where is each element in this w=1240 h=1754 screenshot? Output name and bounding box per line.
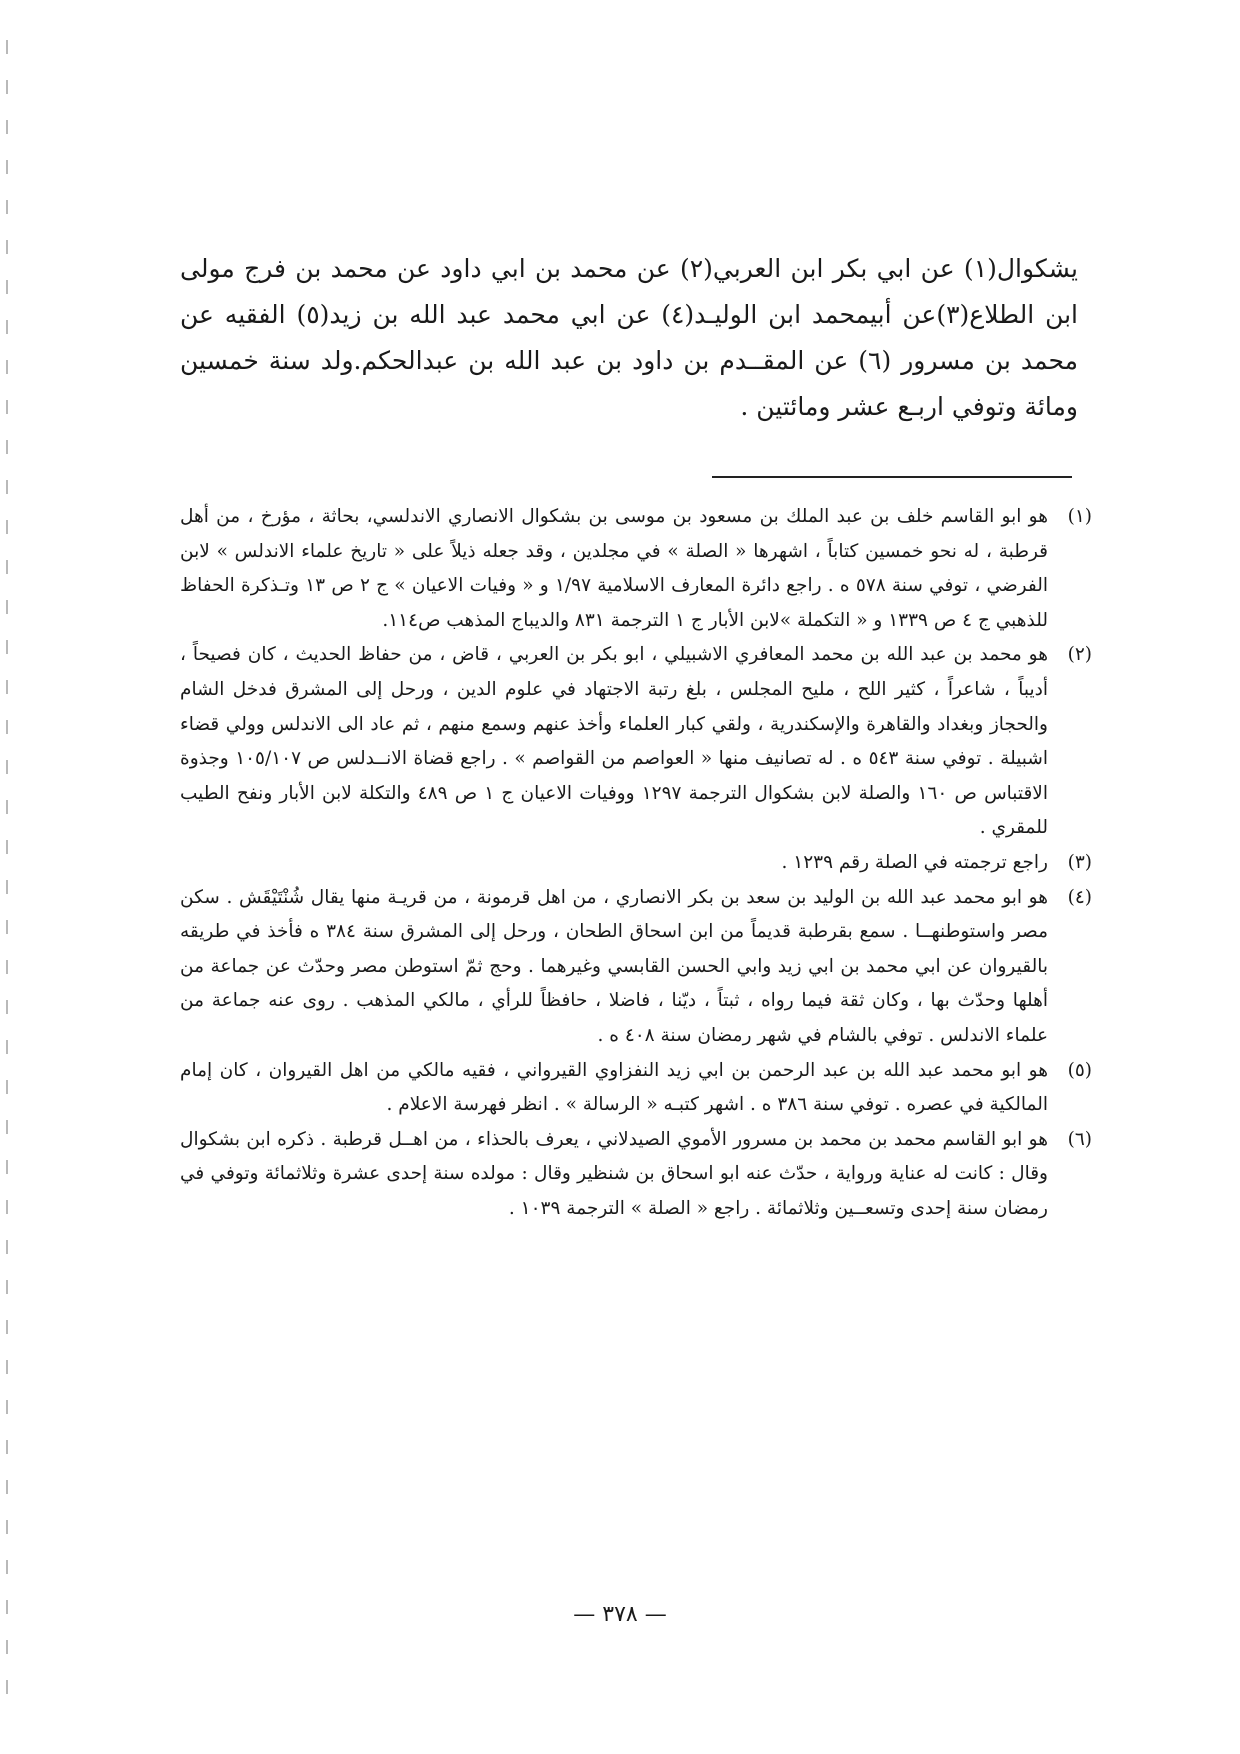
- footnote-number: (٢): [1067, 644, 1092, 666]
- footnote-2: [180, 638, 1092, 846]
- footnotes-section: [180, 500, 1092, 1226]
- footnote-text: هو ابو القاسم خلف بن عبد الملك بن مسعود بن موسى بن بشكوال الانصاري الاندلسي، بحاثة ، مؤرخ ، من أهل قرطبة ، له نحو خمسين كتاباً ، اشهرها « الصلة » في مجلدين ، وقد جعله ذيلاً على « تاريخ علماء الاندلس » لابن الفرضي ، توفي سنة ٥٧٨ ه . راجع دائرة المعارف الاسلامية ١/٩٧ و « وفيات الاعيان » ج ٢ ص ١٣ وتـذكرة الحفاظ للذهبي ج ٤ ص ١٣٣٩ و « التكملة »لابن الأبار ج ١ الترجمة ٨٣١ والديباج المذهب ص١١٤.: [180, 506, 1048, 631]
- footnote-5: [180, 1054, 1092, 1123]
- footnote-4: [180, 881, 1092, 1054]
- footnote-6: [180, 1123, 1092, 1227]
- footnote-3: [180, 846, 1092, 881]
- footnote-1: [180, 500, 1092, 638]
- main-text-block: [180, 246, 1078, 430]
- footnote-number: (٥): [1067, 1059, 1092, 1081]
- footnote-text: هو ابو محمد عبد الله بن عبد الرحمن بن ابي زيد النفزاوي القيرواني ، فقيه مالكي من اهل القيروان ، كان إمام المالكية في عصره . توفي سنة ٣٨٦ ه . اشهر كتبـه « الرسالة » . انظر فهرسة الاعلام .: [180, 1059, 1048, 1116]
- scan-edge-mark: [6, 40, 8, 1720]
- footnote-number: (١): [1067, 506, 1092, 527]
- page-number: — ٣٧٨ —: [573, 1602, 667, 1627]
- footnote-text: راجع ترجمته في الصلة رقم ١٢٣٩ .: [781, 851, 1048, 873]
- footnote-separator: [712, 476, 1072, 478]
- footnote-number: (٤): [1067, 886, 1092, 908]
- footnote-text: هو ابو القاسم محمد بن محمد بن مسرور الأموي الصيدلاني ، يعرف بالحذاء ، من اهــل قرطبة . ذكره ابن بشكوال وقال : كانت له عناية ورواية ، حدّث عنه ابو اسحاق بن شنظير وقال : مولده سنة إحدى عشرة وثلاثمائة وتوفي في رمضان سنة إحدى وتسعــين وثلاثمائة . راجع « الصلة » الترجمة ١٠٣٩ .: [180, 1128, 1048, 1219]
- footnote-number: (٣): [1067, 851, 1092, 873]
- main-paragraph: يشكوال(١) عن ابي بكر ابن العربي(٢) عن محمد بن ابي داود عن محمد بن فرج مولى ابن الطلاع(٣)عن أبيمحمد ابن الوليـد(٤) عن ابي محمد عبد الله بن زيد(٥) الفقيه عن محمد بن مسرور (٦) عن المقــدم بن داود بن عبد الله بن عبدالحكم.ولد سنة خمسين ومائة وتوفي اربـع عشر ومائتين .: [180, 254, 1079, 421]
- footnote-text: هو ابو محمد عبد الله بن الوليد بن سعد بن بكر الانصاري ، من اهل قرمونة ، من قريـة منها يقال شُنْتَيْقَش . سكن مصر واستوطنهــا . سمع بقرطبة قديماً من ابن اسحاق الطحان ، ورحل إلى المشرق سنة ٣٨٤ ه فأخذ في طريقه بالقيروان عن ابي محمد بن ابي زيد وابي الحسن القابسي وغيرهما . وحج ثمّ استوطن مصر وحدّث عن جماعة من أهلها وحدّث بها ، وكان ثقة فيما رواه ، ثبتاً ، ديّنا ، فاضلا ، حافظاً للرأي ، مالكي المذهب . روى عنه جماعة من علماء الاندلس . توفي بالشام في شهر رمضان سنة ٤٠٨ ه .: [180, 886, 1048, 1046]
- footnote-number: (٦): [1067, 1128, 1092, 1150]
- footnote-text: هو محمد بن عبد الله بن محمد المعافري الاشبيلي ، ابو بكر بن العربي ، قاض ، من حفاظ الحديث ، كان فصيحاً ، أديباً ، شاعراً ، كثير اللح ، مليح المجلس ، بلغ رتبة الاجتهاد في علوم الدين ، ورحل إلى المشرق فدخل الشام والحجاز وبغداد والقاهرة والإسكندرية ، ولقي كبار العلماء وأخذ عنهم وسمع منهم ، ثم عاد الى الاندلس وولي قضاء اشبيلة . توفي سنة ٥٤٣ ه . له تصانيف منها « العواصم من القواصم » . راجع قضاة الانــدلس ص ١٠٥/١٠٧ وجذوة الاقتباس ص ١٦٠ والصلة لابن بشكوال الترجمة ١٢٩٧ ووفيات الاعيان ج ١ ص ٤٨٩ والتكلة لابن الأبار ونفح الطيب للمقري .: [180, 644, 1048, 839]
